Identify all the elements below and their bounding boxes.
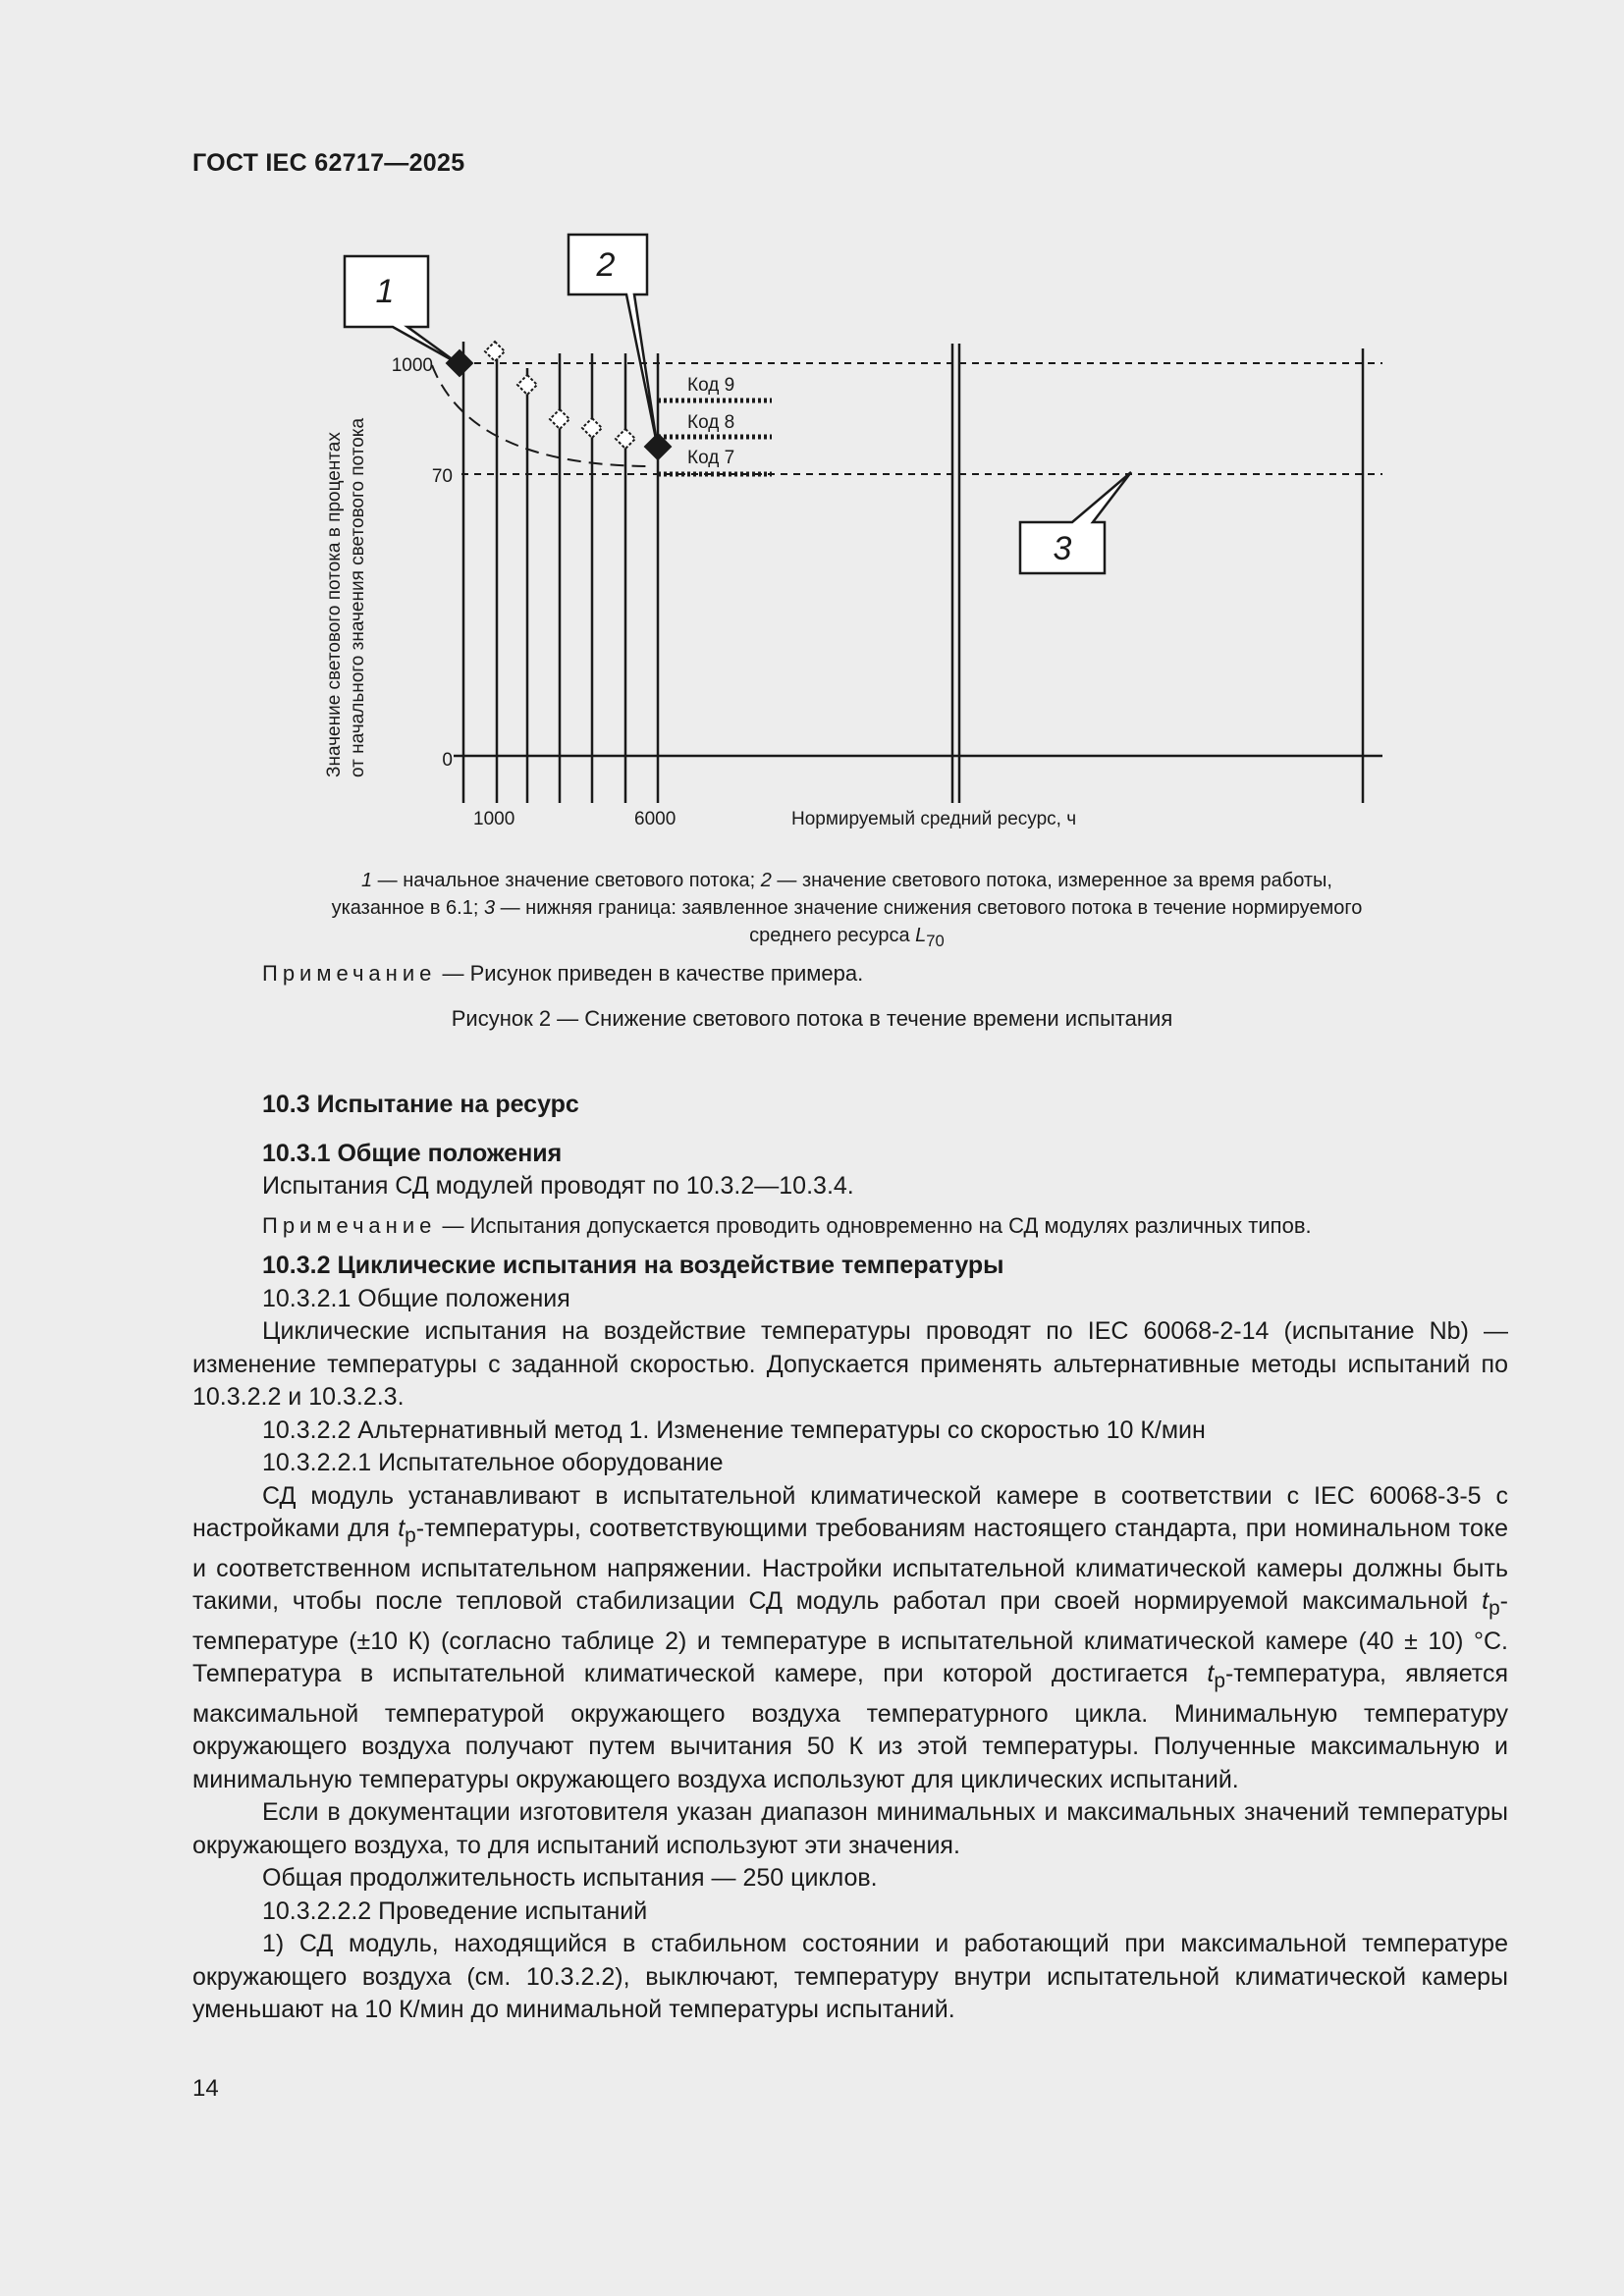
paragraph-manufacturer-range: Если в документации изготовителя указан диапазон минимальных и максимальных значений температуры окружающего воздуха, то для испытаний используют эти значения. [192,1798,1508,1859]
y-tick-70: 70 [431,466,453,487]
x-axis-label: Нормируемый средний ресурс, ч [791,809,1077,829]
code-8-label: Код 8 [687,412,735,433]
callout-2-label: 2 [596,246,616,284]
heading-10-3-2-2-1: 10.3.2.2.1 Испытательное оборудование [262,1449,724,1476]
y-axis-label-line2: от начального значения светового потока [348,417,368,777]
axis-break [952,344,959,803]
callout-1 [345,256,458,363]
flux-decline-figure [0,0,1624,883]
paragraph-step-1: 1) СД модуль, находящийся в стабильном состоянии и работающий при максимальной температуре окружающего воздуха (см. 10.3.2.2), выключают, температуру внутри испытательной климатической камеры уменьшают на 10 К/мин до минимальной температуры испытаний. [192,1930,1508,2023]
callout-1-label: 1 [375,273,395,310]
callout-3-label: 3 [1053,530,1072,567]
paragraph-duration: Общая продолжительность испытания — 250 циклов. [262,1864,878,1892]
paragraph-10-3-1: Испытания СД модулей проводят по 10.3.2—10.3.4. [262,1172,854,1200]
heading-10-3-2-2: 10.3.2.2 Альтернативный метод 1. Изменение температуры со скоростью 10 К/мин [262,1415,1206,1444]
code-7-label: Код 7 [687,448,735,468]
flux-decay-curve [432,365,653,466]
callout-3 [1020,472,1131,573]
paragraph-cyclic-tests: Циклические испытания на воздействие температуры проводят по IEC 60068-2-14 (испытание Nb) — изменение температуры с заданной скоростью. Допускается применять альтернативные методы испытаний по 10.3.2.2 и 10.3.2.3. [192,1317,1508,1411]
y-axis-label-line1: Значение светового потока в процентах [324,432,345,777]
heading-10-3-2-1: 10.3.2.1 Общие положения [262,1284,570,1312]
page-number: 14 [192,2075,219,2102]
section-heading-10-3-1: 10.3.1 Общие положения [262,1140,563,1167]
x-tick-1000: 1000 [473,809,515,829]
callout-2 [568,235,657,444]
section-note: Примечание — Испытания допускается проводить одновременно на СД модулях различных типов. [262,1212,1312,1238]
figure-legend: 1 — начальное значение светового потока; 2 — значение светового потока, измеренное за время работы, указанное в 6.1; 3 — нижняя граница: заявленное значение снижения светового потока в течение нормируемого среднего ресурса $L_{70}$ [331,870,1363,950]
figure-note: Примечание — Рисунок приведен в качестве примера. [262,961,864,986]
body-text [192,1170,1508,2027]
heading-10-3-2-2-2: 10.3.2.2.2 Проведение испытаний [262,1896,648,1925]
document-header: ГОСТ IEC 62717—2025 [192,149,465,177]
vertical-lines [463,342,1363,803]
y-tick-1000: 1000 [391,355,433,376]
code-9-label: Код 9 [687,375,735,396]
x-tick-6000: 6000 [634,809,677,829]
y-tick-0: 0 [442,750,453,771]
section-heading-10-3: 10.3 Испытание на ресурс [262,1091,579,1118]
figure-title: Рисунок 2 — Снижение светового потока в течение времени испытания [451,1006,1173,1031]
section-heading-10-3-2: 10.3.2 Циклические испытания на воздействие температуры [262,1252,1004,1279]
paragraph-equipment: СД модуль устанавливают в испытательной климатической камере в соответствии с IEC 60068-3-5 с настройками для $t_p$-температуры, соответствующими требованиям настоящего стандарта, при номинальном токе и соответственном испытательном напряжении. Настройки испытательной климатической камеры должны быть такими, чтобы после тепловой стабилизации СД модуль работал при своей нормируемой максимальной $t_p$-температуре (±10 К) (согласно таблице 2) и температуре в испытательной климатической камере (40 ± 10) °С. Температура в испытательной климатической камере, при которой достигается $t_p$-температура, является максимальной температурой окружающего воздуха температурного цикла. Минимальную температуру окружающего воздуха получают путем вычитания 50 К из этой температуры. Полученные максимальную и минимальную температуры окружающего воздуха используют для циклических испытаний. [192,1481,1508,1793]
